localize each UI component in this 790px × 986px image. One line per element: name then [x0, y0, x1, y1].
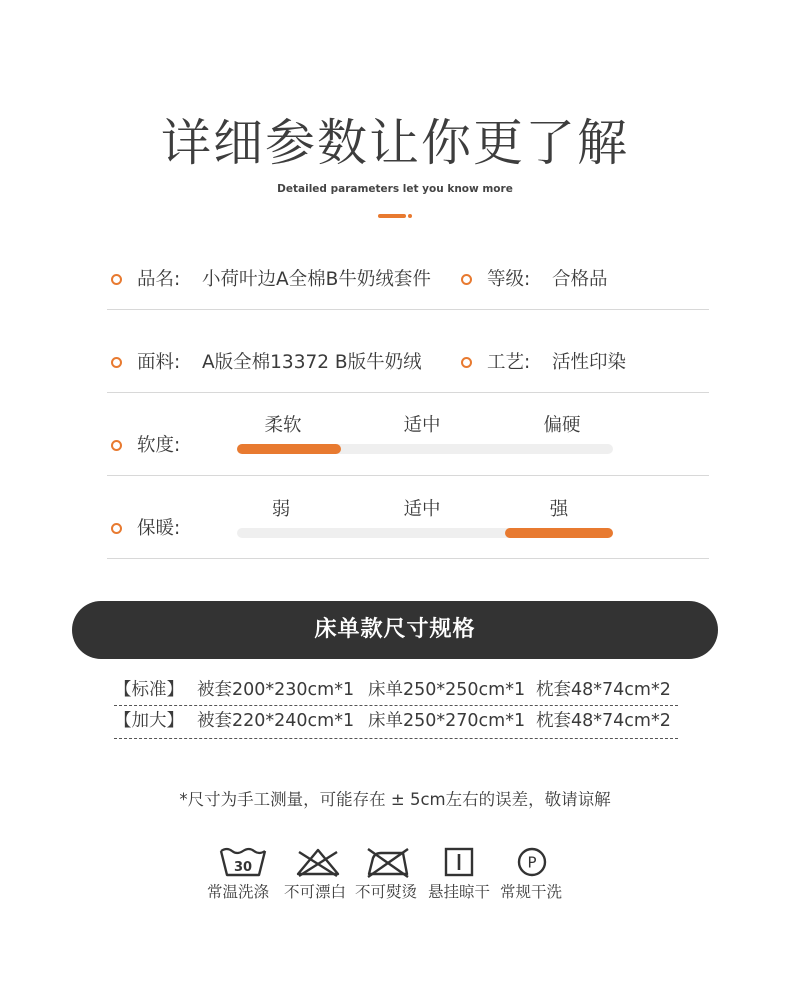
warmth-level-medium: 适中: [403, 499, 441, 520]
size-pillow-standard: 枕套48*74cm*2: [536, 680, 671, 700]
bullet-icon: [111, 274, 122, 285]
fabric-label: 面料:: [137, 352, 181, 373]
care-label-no-bleach: 不可漂白: [283, 883, 346, 901]
care-label-hang-dry: 悬挂晾干: [427, 883, 490, 901]
measurement-note: *尺寸为手工测量，可能存在 ± 5cm左右的误差，敬请谅解: [179, 790, 611, 809]
size-pillow-large: 枕套48*74cm*2: [536, 711, 671, 731]
size-section-heading: 床单款尺寸规格: [72, 601, 718, 659]
dotted-divider: [114, 705, 678, 706]
warmth-label: 保暖:: [137, 518, 181, 539]
bullet-icon: [111, 440, 122, 451]
softness-level-hard: 偏硬: [543, 415, 581, 436]
bullet-icon: [111, 357, 122, 368]
dry-clean-letter: P: [527, 853, 537, 872]
bullet-icon: [111, 523, 122, 534]
size-duvet-standard: 被套200*230cm*1: [197, 680, 355, 700]
wash-30-icon: [218, 844, 268, 880]
divider: [107, 392, 709, 393]
warmth-fill: [505, 528, 613, 538]
warmth-track: [237, 528, 613, 538]
divider: [107, 558, 709, 559]
size-tag-standard: 【标准】: [114, 680, 184, 700]
grade-label: 等级:: [487, 269, 531, 290]
softness-level-medium: 适中: [403, 415, 441, 436]
dotted-divider: [114, 738, 678, 739]
title-accent-bar: [378, 214, 406, 218]
no-bleach-icon: [293, 844, 343, 880]
craft-value: 活性印染: [552, 352, 627, 373]
divider: [107, 309, 709, 310]
care-label-dry-clean: 常规干洗: [499, 883, 562, 901]
name-label: 品名:: [137, 269, 181, 290]
size-duvet-large: 被套220*240cm*1: [197, 711, 355, 731]
fabric-value: A版全棉13372 B版牛奶绒: [202, 352, 422, 373]
bullet-icon: [461, 357, 472, 368]
warmth-level-weak: 弱: [271, 499, 291, 520]
care-label-wash: 常温洗涤: [206, 883, 269, 901]
page-title: 详细参数让你更了解: [161, 114, 629, 172]
dry-clean-icon: [507, 844, 557, 880]
page-subtitle: Detailed parameters let you know more: [277, 183, 513, 195]
wash-temp-text: 30: [233, 860, 253, 875]
size-sheet-standard: 床单250*250cm*1: [368, 680, 526, 700]
softness-track: [237, 444, 613, 454]
care-label-no-iron: 不可熨烫: [354, 883, 417, 901]
softness-fill: [237, 444, 341, 454]
grade-value: 合格品: [552, 269, 608, 290]
size-tag-large: 【加大】: [114, 711, 184, 731]
hang-dry-icon: [434, 844, 484, 880]
name-value: 小荷叶边A全棉B牛奶绒套件: [202, 269, 431, 290]
craft-label: 工艺:: [487, 352, 531, 373]
softness-label: 软度:: [137, 435, 181, 456]
no-iron-icon: [363, 844, 413, 880]
size-sheet-large: 床单250*270cm*1: [368, 711, 526, 731]
softness-level-soft: 柔软: [264, 415, 302, 436]
divider: [107, 475, 709, 476]
warmth-level-strong: 强: [549, 499, 569, 520]
title-accent-dot: [408, 214, 412, 218]
bullet-icon: [461, 274, 472, 285]
